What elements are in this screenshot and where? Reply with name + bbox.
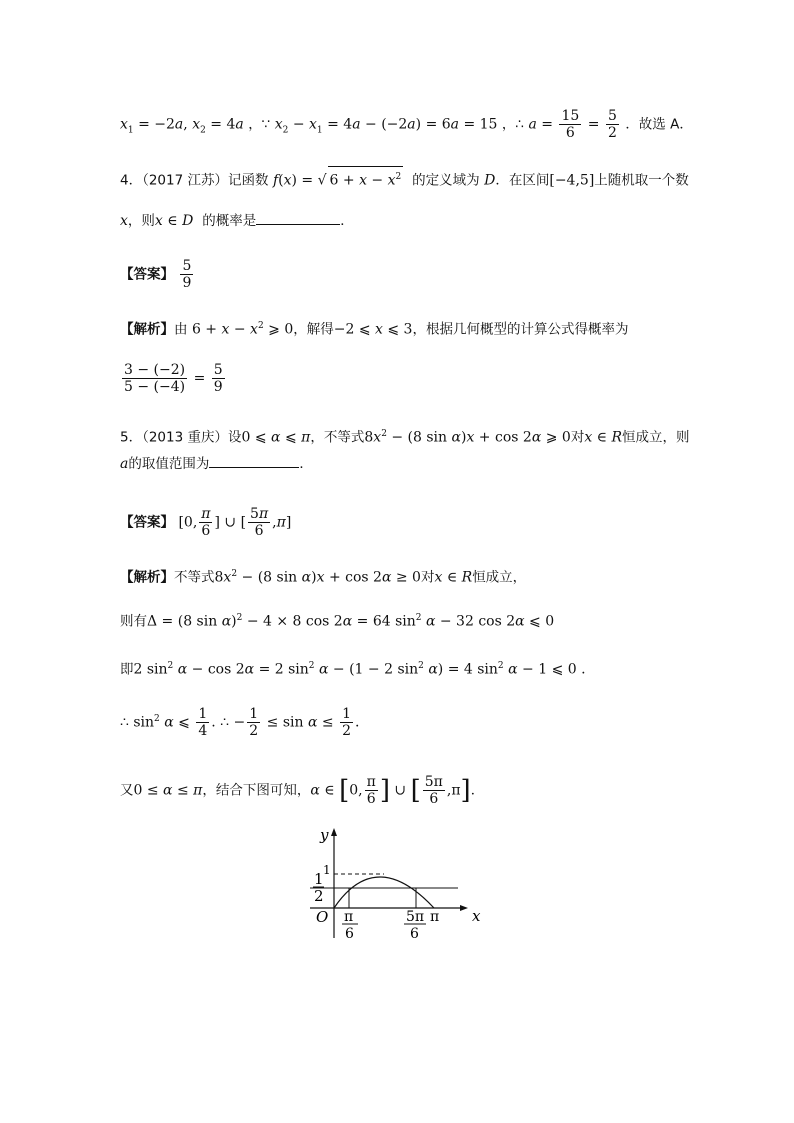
q5-text-2: ，不等式 [310,429,365,446]
q4-calculation [120,362,227,395]
fraction-1-2: $\frac{1}{2}$ [342,706,351,739]
one-label: 1 [323,863,331,877]
fraction-5pi-6: $\frac{5\pi}{6}$ [250,506,269,539]
q4-text-5: ，则 [127,213,155,229]
line1-prefix: ，∵ [248,116,271,133]
q4-calc-denominator: 5 − (−4) [124,379,186,395]
fraction-1-4: $\frac{1}{4}$ [198,706,208,739]
q5-analysis-s5: 即 [120,661,134,678]
q4-calc-result-num: 5 [213,362,223,378]
q5-text-4: 恒成立，则 [622,429,690,446]
q5-answer: 【答案】 [0, $\frac{\pi}{6}$ ] ∪ [ $\frac{5\pi}{6}$ ,π] [120,506,292,539]
q4-analysis-2: ，解得 [293,321,334,338]
q5-analysis-2: 则有Δ = (8 sin α)$^2$ − 4 × 8 cos 2α = 64 $\sin^2 \alpha - 32$ cos 2α ⩽ 0 [120,613,555,630]
q5-answer-blank [209,467,299,468]
q4-analysis-3: ，根据几何概型的计算公式得概率为 [412,321,629,338]
q5-analysis-5: 又0 ≤ α ≤ π，结合下图可知，α ∈ [0, $\frac{\pi}{6}$ ] ∪ [ $\frac{5\pi}{6}$ ,π]． [120,774,485,807]
pi-label: π [430,909,440,925]
q4-text-6: 的概率是 [202,213,257,229]
line1-eq: = [587,116,600,133]
fraction-neg-1-2: $\frac{1}{2}$ [249,706,259,739]
q5-text-3: 对 [570,429,585,446]
q5-analysis-3: 即2 $\sin^2 \alpha - \cos 2\alpha = 2$ $\sin^2 \alpha - (1 - 2$ $\sin^2 \alpha) = 4$ $\sin^2 \alpha - 1$ ⩽ 0 . [120,661,586,678]
5pi6-numerator: 5π [406,909,425,925]
q5-text-1: 设 [228,429,242,446]
q4-answer-tag: 【答案】 [120,266,174,283]
q5-analysis-tag: 【解析】 [120,569,174,586]
q4-text-2: 的定义域为 [412,172,480,189]
q5-analysis-s3: 恒成立， [472,569,527,586]
y-axis-arrow [331,828,337,836]
half-numerator: 1 [314,870,324,888]
q5-source: （2013 重庆） [142,429,228,446]
half-denominator: 2 [314,887,324,905]
q4-interval: [−4,5] [549,172,595,189]
q4-text-1: 记函数 [228,172,269,189]
q5-stem-line-2: a的取值范围为 ． [120,456,313,472]
q4-stem-line-2: x，则x ∈ D 的概率是 ． [120,213,354,229]
q5-answer-tag: 【答案】 [120,514,174,531]
origin-label: O [316,908,329,926]
q4-answer-numerator: 5 [182,258,192,274]
q4-answer-fraction [180,258,193,291]
q5-analysis-4: ∴ $\sin^2 \alpha$ ⩽ $\frac{1}{4}$ . ∴ − $\frac{1}{2}$ ≤ sin α ≤ $\frac{1}{2}$ . [120,706,360,739]
q4-answer-blank [256,224,340,225]
q4-answer [120,258,195,291]
q4-stem-line-1: 4．（2017 江苏）记函数 f(x) = √ $6 + x - x^2$ 的定义域为 D．在区间[−4,5]上随机取一个数 [120,166,689,191]
q5-text-6: ． [299,456,313,472]
solution-line-1: $x_1 = -2a$, $x_2 = 4a$ ，∵ $x_2 - x_1 = 4a - (-2a) = 6a = 15$ ，∴ a = $\frac{15}{6}$ = $\frac{5}{2}$ ．故选 A． [120,108,693,141]
5pi6-denominator: 6 [410,926,419,942]
pi6-numerator: π [344,909,354,925]
q5-analysis-s6: 又 [120,782,134,799]
q5-analysis-s7: ，结合下图可知， [202,782,311,799]
fraction-15-6: $\frac{15}{6}$ [561,108,580,141]
line1-mid: ，∴ [501,116,525,133]
q5-analysis-s2: 对 [420,569,435,586]
q4-calc-result [212,362,225,395]
q5-analysis-s8: ． [470,782,485,799]
q5-number: 5． [120,429,143,446]
x-axis-arrow [460,905,468,911]
q4-analysis-1: 由 [174,321,188,338]
x-label: x [472,907,481,925]
y-label: y [320,826,329,844]
q4-calc-result-den: 9 [213,379,223,395]
q4-text-3: ．在区间 [495,172,550,189]
q4-text-4: 上随机取一个数 [594,172,689,189]
line1-suffix: ．故选 A． [625,116,693,133]
q4-calc-numerator: 3 − (−2) [124,362,186,378]
q5-text-5: 的取值范围为 [128,456,210,472]
q5-analysis-s1: 不等式 [174,569,215,586]
q4-source: （2017 江苏） [142,172,228,189]
q4-calc-fraction [122,362,187,395]
q5-stem-line-1: 5．（2013 重庆）设0 ⩽ α ⩽ π，不等式$8x^2 - (8$ sin α)x + cos 2α ⩾ 0对x ∈ R恒成立，则 [120,429,690,446]
q4-text-7: ． [340,213,354,229]
sine-graph [300,826,500,946]
q5-analysis-s4: 则有 [120,613,147,630]
q4-answer-denominator: 9 [182,275,192,291]
q4-analysis: 【解析】由 $6 + x - x^2$ ⩾ 0，解得−2 ⩽ x ⩽ 3，根据几何概型的计算公式得概率为 [120,321,629,338]
fraction-pi-6: $\frac{\pi}{6}$ [201,506,211,539]
fraction-pi-6-b: $\frac{\pi}{6}$ [366,774,376,807]
fraction-5pi-6-b: $\frac{5\pi}{6}$ [424,774,443,807]
q5-analysis-1: 【解析】不等式$8x^2 - (8$ sin α)x + cos 2α ≥ 0对x ∈ R恒成立， [120,569,527,586]
q4-number: 4． [120,172,143,189]
fraction-5-2: $\frac{5}{2}$ [607,108,617,141]
q4-analysis-tag: 【解析】 [120,321,174,338]
q4-calc-eq: = [193,370,206,387]
pi6-denominator: 6 [345,926,354,942]
